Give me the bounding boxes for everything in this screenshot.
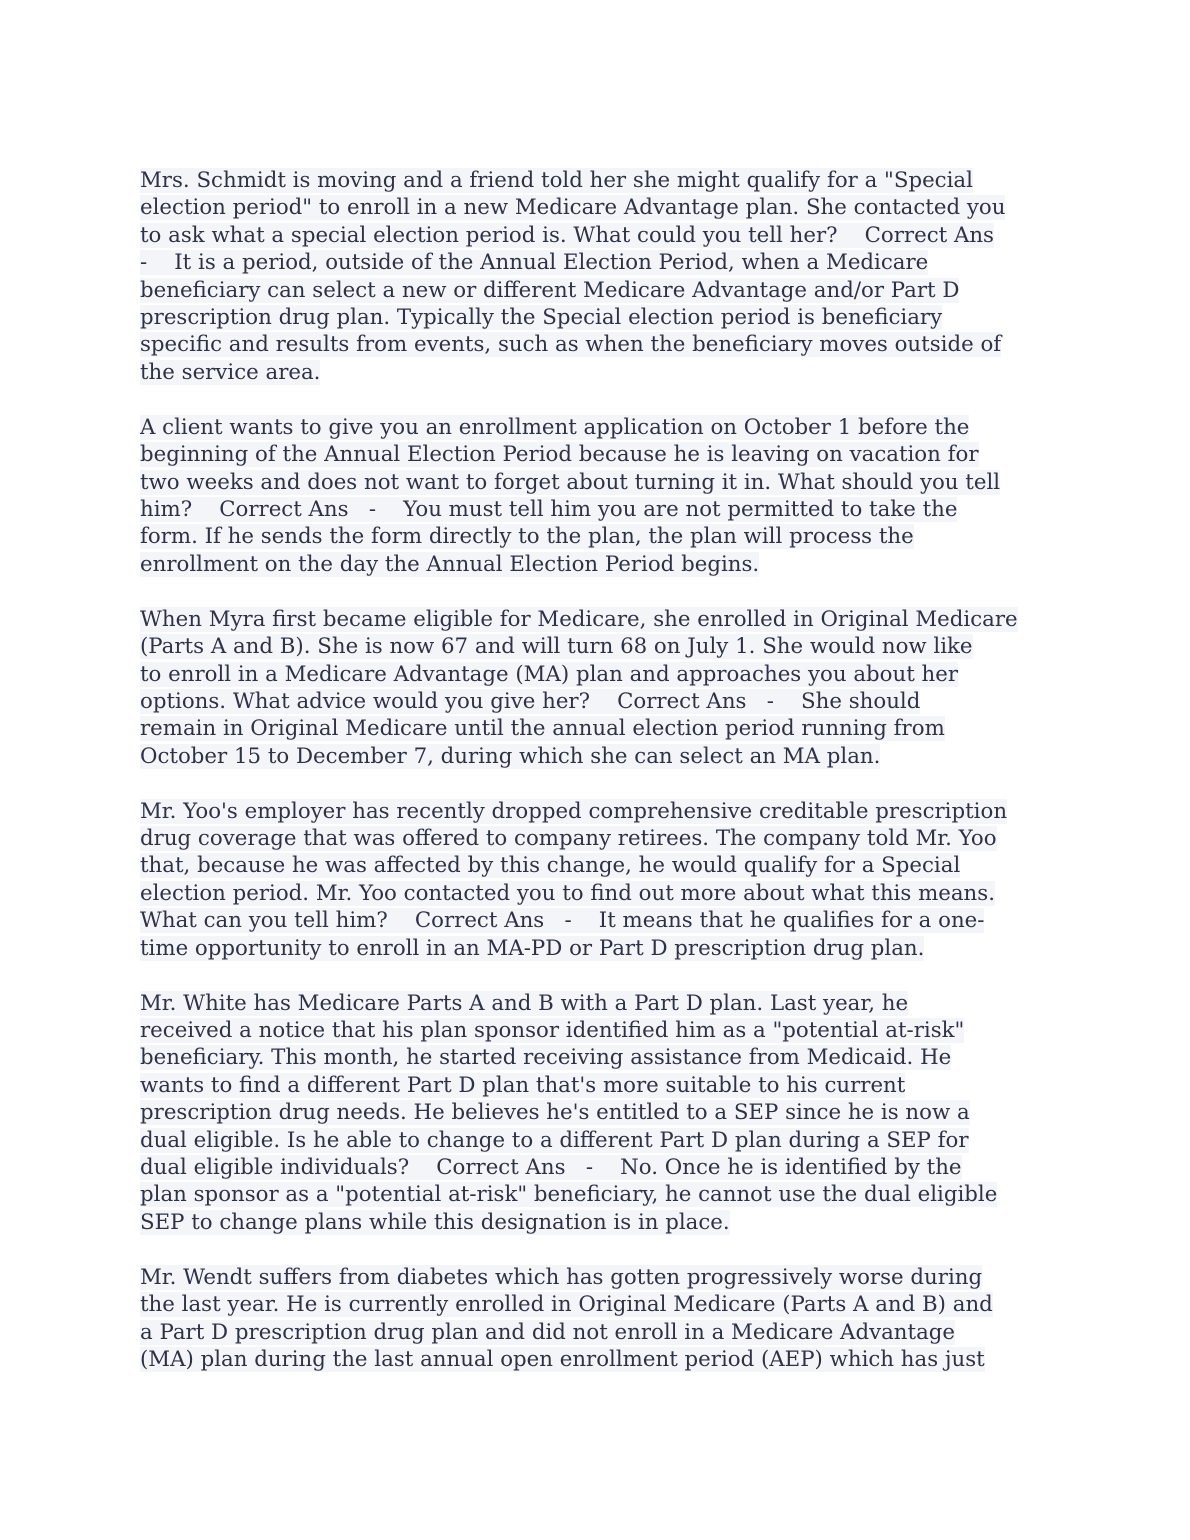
text-line: election period" to enroll in a new Medicare Advantage plan. She contacted you: [140, 195, 1006, 221]
document-page: [140, 167, 1052, 1401]
text-line: to ask what a special election period is. What could you tell her? Correct Ans: [140, 222, 994, 248]
text-line: prescription drug plan. Typically the Special election period is beneficiary: [140, 305, 943, 331]
text-line: two weeks and does not want to forget about turning it in. What should you tell: [140, 469, 1001, 495]
text-line: dual eligible. Is he able to change to a different Part D plan during a SEP for: [140, 1127, 969, 1153]
text-line: SEP to change plans while this designation is in place.: [140, 1209, 730, 1235]
text-line: beneficiary. This month, he started receiving assistance from Medicaid. He: [140, 1045, 952, 1071]
question-paragraph-wendt: [140, 1264, 1052, 1374]
text-line: A client wants to give you an enrollment application on October 1 before the: [140, 414, 970, 440]
text-line: enrollment on the day the Annual Election Period begins.: [140, 551, 760, 577]
text-line: form. If he sends the form directly to the plan, the plan will process the: [140, 524, 914, 550]
text-line: specific and results from events, such as when the beneficiary moves outside of: [140, 332, 1002, 358]
text-line: October 15 to December 7, during which she can select an MA plan.: [140, 743, 881, 769]
text-line: dual eligible individuals? Correct Ans - No. Once he is identified by the: [140, 1155, 962, 1180]
text-line: to enroll in a Medicare Advantage (MA) plan and approaches you about her: [140, 661, 959, 687]
text-line: a Part D prescription drug plan and did not enroll in a Medicare Advantage: [140, 1319, 956, 1345]
text-line: When Myra first became eligible for Medicare, she enrolled in Original Medicare: [140, 606, 1018, 632]
text-line: that, because he was affected by this change, he would qualify for a Special: [140, 853, 961, 879]
text-line: remain in Original Medicare until the annual election period running from: [140, 716, 945, 742]
text-line: wants to find a different Part D plan that's more suitable to his current: [140, 1072, 906, 1098]
text-line: election period. Mr. Yoo contacted you to find out more about what this means.: [140, 880, 995, 906]
text-line: Mr. Wendt suffers from diabetes which has gotten progressively worse during: [140, 1264, 983, 1290]
text-line: received a notice that his plan sponsor identified him as a "potential at-risk": [140, 1017, 965, 1043]
text-line: plan sponsor as a "potential at-risk" beneficiary, he cannot use the dual eligible: [140, 1182, 998, 1208]
question-paragraph-enrollment-application: [140, 414, 1052, 578]
text-line: beneficiary can select a new or different Medicare Advantage and/or Part D: [140, 277, 960, 303]
text-line: drug coverage that was offered to company retirees. The company told Mr. Yoo: [140, 826, 997, 852]
text-line: Mr. White has Medicare Parts A and B with a Part D plan. Last year, he: [140, 990, 909, 1016]
text-line: (Parts A and B). She is now 67 and will turn 68 on July 1. She would now like: [140, 634, 973, 660]
text-line: - It is a period, outside of the Annual Election Period, when a Medicare: [140, 250, 929, 276]
text-line: time opportunity to enroll in an MA-PD or Part D prescription drug plan.: [140, 935, 925, 961]
question-paragraph-white: [140, 990, 1052, 1237]
text-line: the last year. He is currently enrolled in Original Medicare (Parts A and B) and: [140, 1292, 993, 1318]
text-line: Mrs. Schmidt is moving and a friend told her she might qualify for a "Special: [140, 168, 973, 193]
question-paragraph-schmidt: [140, 167, 1052, 386]
text-line: the service area.: [140, 359, 321, 385]
text-line: What can you tell him? Correct Ans - It means that he qualifies for a one-: [140, 908, 985, 934]
text-line: (MA) plan during the last annual open enrollment period (AEP) which has just: [140, 1346, 985, 1372]
question-paragraph-myra: [140, 606, 1052, 770]
text-line: prescription drug needs. He believes he's entitled to a SEP since he is now a: [140, 1100, 970, 1126]
text-line: him? Correct Ans - You must tell him you are not permitted to take the: [140, 496, 958, 522]
text-line: options. What advice would you give her? Correct Ans - She should: [140, 688, 921, 714]
text-line: Mr. Yoo's employer has recently dropped comprehensive creditable prescription: [140, 798, 1008, 824]
text-line: beginning of the Annual Election Period because he is leaving on vacation for: [140, 442, 979, 468]
question-paragraph-yoo: [140, 798, 1052, 962]
